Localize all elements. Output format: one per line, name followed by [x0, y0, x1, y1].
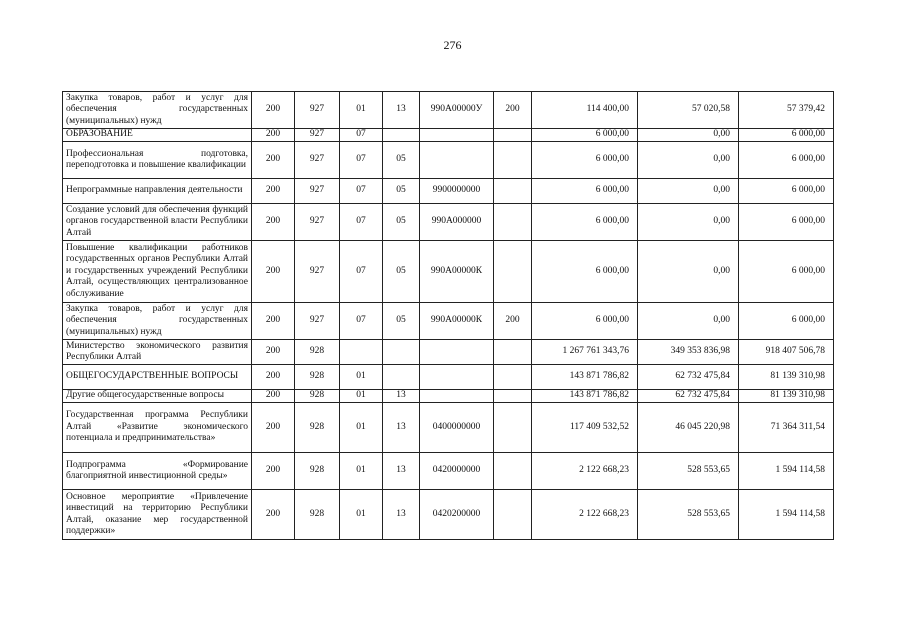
col-target-article: 0420000000	[420, 453, 494, 490]
col-amount-executed: 0,00	[638, 241, 739, 303]
col-target-article: 9900000000	[420, 179, 494, 204]
col-target-article	[420, 142, 494, 179]
col-department-code: 927	[295, 142, 340, 179]
col-subsection-code: 05	[383, 142, 420, 179]
col-expense-type	[494, 129, 532, 142]
col-ministry-code: 200	[252, 179, 295, 204]
row-name: Непрограммные направления деятельности	[63, 179, 252, 204]
table-row	[63, 403, 834, 453]
col-department-code: 927	[295, 179, 340, 204]
col-amount-executed: 46 045 220,98	[638, 403, 739, 453]
col-amount-plan: 143 871 786,82	[532, 390, 638, 403]
col-amount-plan: 6 000,00	[532, 179, 638, 204]
col-amount-plan: 1 267 761 343,76	[532, 340, 638, 365]
table-row	[63, 92, 834, 129]
col-expense-type: 200	[494, 92, 532, 129]
row-name: Государственная программа Республики Алтай «Развитие экономического потенциала и предпринимательства»	[63, 403, 252, 453]
col-department-code: 928	[295, 490, 340, 540]
col-section-code: 07	[340, 142, 383, 179]
col-amount-plan: 143 871 786,82	[532, 365, 638, 390]
col-amount-executed: 62 732 475,84	[638, 365, 739, 390]
col-target-article	[420, 390, 494, 403]
col-amount-plan: 6 000,00	[532, 204, 638, 241]
col-target-article: 0420200000	[420, 490, 494, 540]
col-subsection-code: 05	[383, 241, 420, 303]
table-row	[63, 365, 834, 390]
col-subsection-code: 13	[383, 92, 420, 129]
col-ministry-code: 200	[252, 365, 295, 390]
col-department-code: 927	[295, 241, 340, 303]
col-amount-executed: 0,00	[638, 179, 739, 204]
col-target-article	[420, 365, 494, 390]
col-ministry-code: 200	[252, 303, 295, 340]
col-amount-executed: 528 553,65	[638, 490, 739, 540]
col-amount-plan: 6 000,00	[532, 241, 638, 303]
col-expense-type	[494, 340, 532, 365]
col-section-code: 01	[340, 453, 383, 490]
col-expense-type	[494, 490, 532, 540]
col-amount-executed: 57 020,58	[638, 92, 739, 129]
col-amount-remaining: 81 139 310,98	[739, 365, 834, 390]
table-row	[63, 303, 834, 340]
row-name: Создание условий для обеспечения функций органов государственной власти Республики Алтай	[63, 204, 252, 241]
row-name: ОБРАЗОВАНИЕ	[63, 129, 252, 142]
col-section-code: 07	[340, 303, 383, 340]
col-amount-executed: 0,00	[638, 303, 739, 340]
col-amount-executed: 349 353 836,98	[638, 340, 739, 365]
col-subsection-code: 13	[383, 403, 420, 453]
col-amount-remaining: 71 364 311,54	[739, 403, 834, 453]
row-name: Другие общегосударственные вопросы	[63, 390, 252, 403]
col-department-code: 927	[295, 204, 340, 241]
col-ministry-code: 200	[252, 490, 295, 540]
col-amount-remaining: 1 594 114,58	[739, 490, 834, 540]
col-subsection-code	[383, 129, 420, 142]
col-amount-remaining: 6 000,00	[739, 204, 834, 241]
row-name: Основное мероприятие «Привлечение инвестиций на территорию Республики Алтай, оказание мер государственной поддержки»	[63, 490, 252, 540]
col-amount-plan: 2 122 668,23	[532, 490, 638, 540]
col-amount-executed: 62 732 475,84	[638, 390, 739, 403]
col-target-article: 990А000000	[420, 204, 494, 241]
col-department-code: 928	[295, 340, 340, 365]
col-amount-remaining: 6 000,00	[739, 142, 834, 179]
col-amount-executed: 528 553,65	[638, 453, 739, 490]
col-expense-type	[494, 142, 532, 179]
col-ministry-code: 200	[252, 142, 295, 179]
table-row	[63, 142, 834, 179]
col-amount-remaining: 918 407 506,78	[739, 340, 834, 365]
table-row	[63, 179, 834, 204]
col-amount-remaining: 6 000,00	[739, 179, 834, 204]
col-ministry-code: 200	[252, 403, 295, 453]
col-amount-plan: 117 409 532,52	[532, 403, 638, 453]
col-target-article	[420, 340, 494, 365]
col-expense-type	[494, 241, 532, 303]
col-subsection-code: 13	[383, 390, 420, 403]
col-subsection-code	[383, 340, 420, 365]
col-department-code: 928	[295, 403, 340, 453]
table-row	[63, 453, 834, 490]
col-amount-plan: 6 000,00	[532, 303, 638, 340]
row-name: Министерство экономического развития Республики Алтай	[63, 340, 252, 365]
col-department-code: 927	[295, 92, 340, 129]
col-expense-type	[494, 390, 532, 403]
page-number: 276	[443, 38, 462, 52]
row-name: Повышение квалификации работников государственных органов Республики Алтай и государственных учреждений Республики Алтай, осуществляющих централизованное обслуживание	[63, 241, 252, 303]
col-amount-executed: 0,00	[638, 129, 739, 142]
col-target-article: 990А00000К	[420, 303, 494, 340]
row-name: Профессиональная подготовка, переподготовка и повышение квалификации	[63, 142, 252, 179]
table-row	[63, 490, 834, 540]
col-expense-type: 200	[494, 303, 532, 340]
table-body	[63, 92, 834, 540]
col-expense-type	[494, 403, 532, 453]
col-section-code: 01	[340, 390, 383, 403]
col-section-code: 07	[340, 129, 383, 142]
col-section-code: 01	[340, 490, 383, 540]
row-name: ОБЩЕГОСУДАРСТВЕННЫЕ ВОПРОСЫ	[63, 365, 252, 390]
col-section-code: 01	[340, 365, 383, 390]
col-subsection-code: 13	[383, 453, 420, 490]
col-target-article	[420, 129, 494, 142]
budget-table	[62, 91, 834, 540]
col-amount-remaining: 6 000,00	[739, 303, 834, 340]
col-amount-plan: 6 000,00	[532, 129, 638, 142]
table-row	[63, 390, 834, 403]
col-expense-type	[494, 179, 532, 204]
table-row	[63, 340, 834, 365]
col-amount-remaining: 81 139 310,98	[739, 390, 834, 403]
col-section-code: 07	[340, 241, 383, 303]
col-amount-remaining: 57 379,42	[739, 92, 834, 129]
col-subsection-code: 05	[383, 204, 420, 241]
col-ministry-code: 200	[252, 129, 295, 142]
col-section-code: 01	[340, 92, 383, 129]
col-department-code: 928	[295, 390, 340, 403]
col-amount-remaining: 6 000,00	[739, 241, 834, 303]
col-department-code: 927	[295, 303, 340, 340]
row-name: Закупка товаров, работ и услуг для обеспечения государственных (муниципальных) нужд	[63, 303, 252, 340]
col-section-code	[340, 340, 383, 365]
table-row	[63, 204, 834, 241]
col-expense-type	[494, 365, 532, 390]
col-amount-executed: 0,00	[638, 204, 739, 241]
col-subsection-code: 13	[383, 490, 420, 540]
col-ministry-code: 200	[252, 340, 295, 365]
col-amount-plan: 6 000,00	[532, 142, 638, 179]
col-amount-remaining: 6 000,00	[739, 129, 834, 142]
col-department-code: 928	[295, 365, 340, 390]
col-section-code: 01	[340, 403, 383, 453]
col-target-article: 0400000000	[420, 403, 494, 453]
row-name: Закупка товаров, работ и услуг для обеспечения государственных (муниципальных) нужд	[63, 92, 252, 129]
col-target-article: 990А00000У	[420, 92, 494, 129]
col-amount-remaining: 1 594 114,58	[739, 453, 834, 490]
col-expense-type	[494, 453, 532, 490]
row-name: Подпрограмма «Формирование благоприятной инвестиционной среды»	[63, 453, 252, 490]
col-ministry-code: 200	[252, 241, 295, 303]
col-amount-executed: 0,00	[638, 142, 739, 179]
col-section-code: 07	[340, 204, 383, 241]
col-ministry-code: 200	[252, 453, 295, 490]
table-row	[63, 241, 834, 303]
col-ministry-code: 200	[252, 204, 295, 241]
col-target-article: 990А00000К	[420, 241, 494, 303]
col-department-code: 927	[295, 129, 340, 142]
table-row	[63, 129, 834, 142]
col-amount-plan: 2 122 668,23	[532, 453, 638, 490]
col-subsection-code	[383, 365, 420, 390]
col-subsection-code: 05	[383, 303, 420, 340]
col-amount-plan: 114 400,00	[532, 92, 638, 129]
col-department-code: 928	[295, 453, 340, 490]
col-ministry-code: 200	[252, 390, 295, 403]
col-ministry-code: 200	[252, 92, 295, 129]
col-expense-type	[494, 204, 532, 241]
col-subsection-code: 05	[383, 179, 420, 204]
col-section-code: 07	[340, 179, 383, 204]
